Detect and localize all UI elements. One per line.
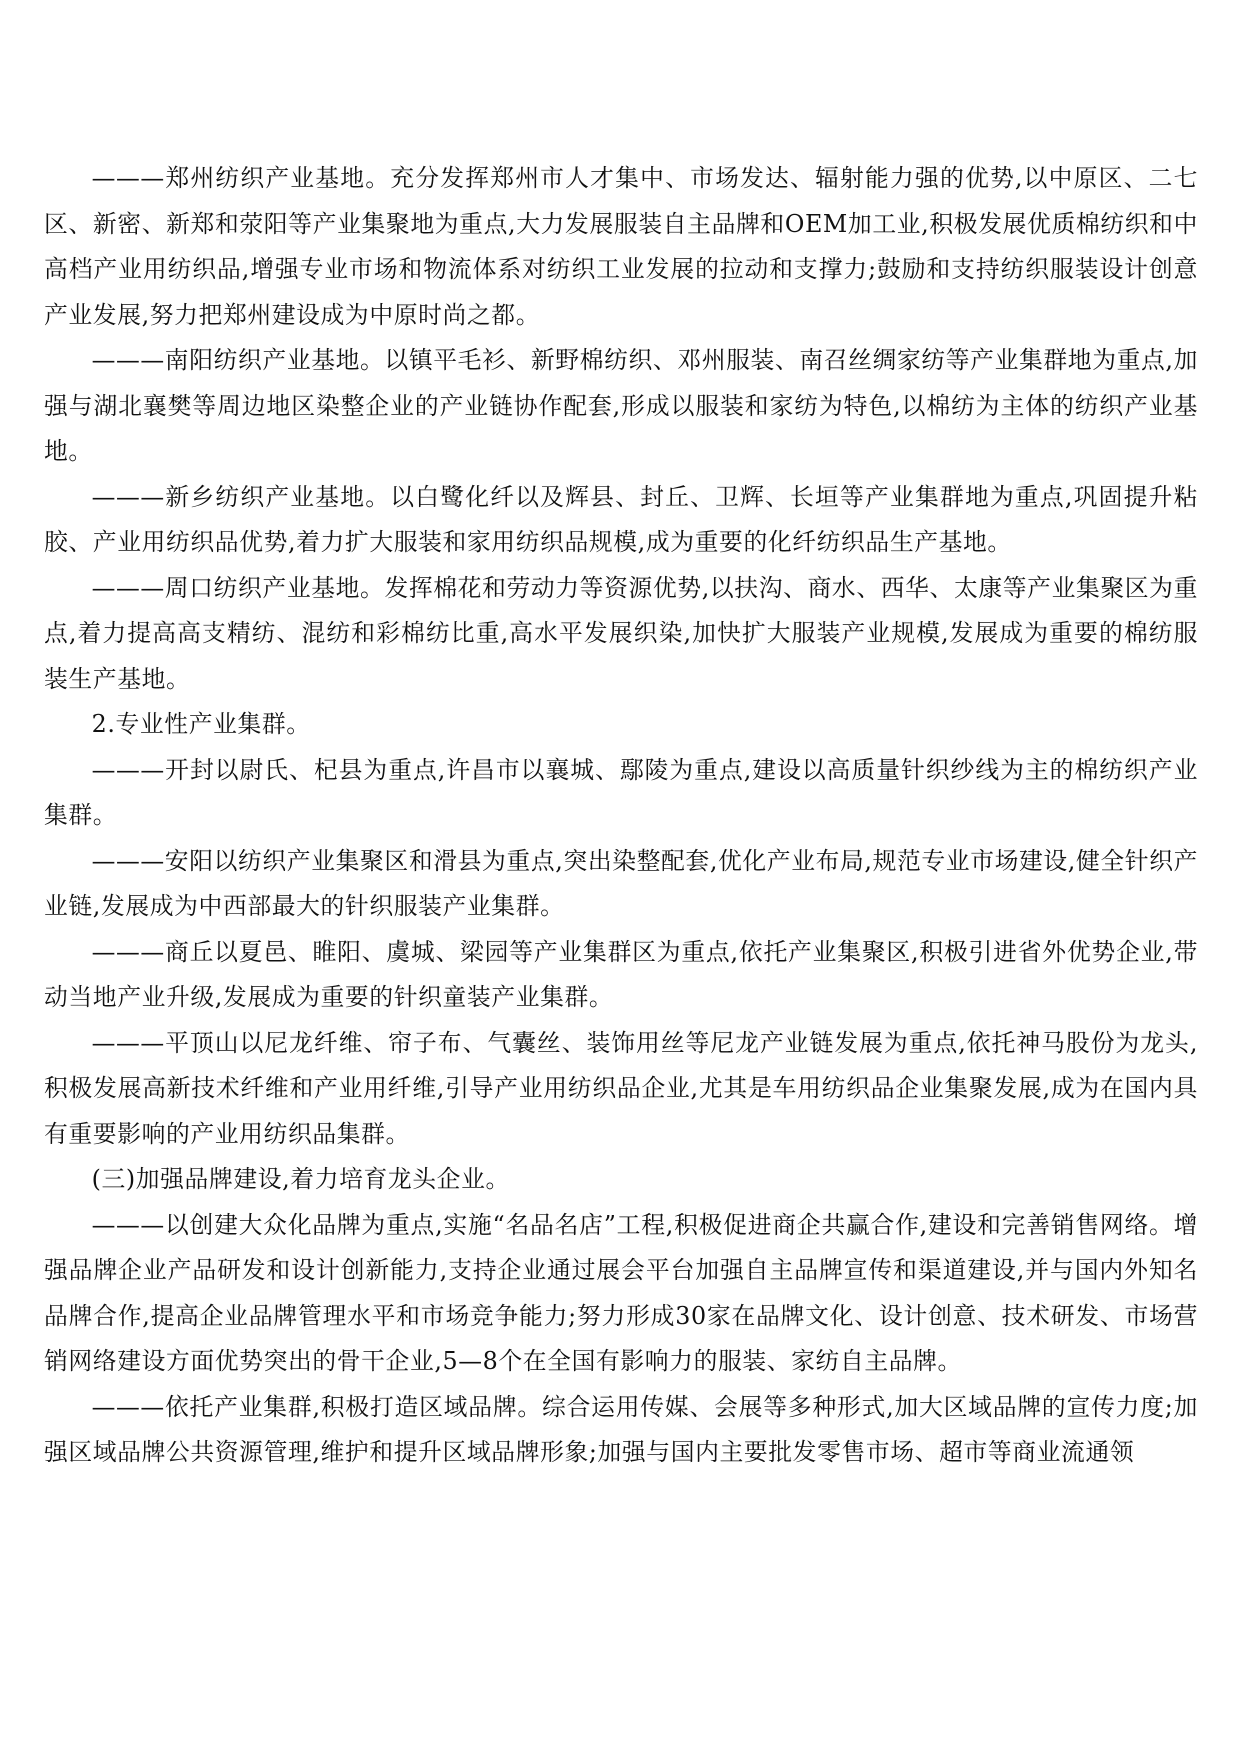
- paragraph-zhengzhou-base: ———郑州纺织产业基地。充分发挥郑州市人才集中、市场发达、辐射能力强的优势,以中原区、二七区、新密、新郑和荥阳等产业集聚地为重点,大力发展服装自主品牌和OEM加工业,积极发展优质棉纺织和中高档产业用纺织品,增强专业市场和物流体系对纺织工业发展的拉动和支撑力;鼓励和支持纺织服装设计创意产业发展,努力把郑州建设成为中原时尚之都。: [44, 164, 1198, 329]
- paragraph-anyang: ———安阳以纺织产业集聚区和滑县为重点,突出染整配套,优化产业布局,规范专业市场建设,健全针织产业链,发展成为中西部最大的针织服装产业集群。: [44, 846, 1198, 920]
- paragraph-zhoukou-base: ———周口纺织产业基地。发挥棉花和劳动力等资源优势,以扶沟、商水、西华、太康等产业集聚区为重点,着力提高高支精纺、混纺和彩棉纺比重,高水平发展织染,加快扩大服装产业规模,发展成为重要的棉纺服装生产基地。: [44, 573, 1198, 693]
- paragraph-xinxiang-base: ———新乡纺织产业基地。以白鹭化纤以及辉县、封丘、卫辉、长垣等产业集群地为重点,巩固提升粘胶、产业用纺织品优势,着力扩大服装和家用纺织品规模,成为重要的化纤纺织品生产基地。: [44, 482, 1198, 556]
- paragraph-pingdingshan: ———平顶山以尼龙纤维、帘子布、气囊丝、装饰用丝等尼龙产业链发展为重点,依托神马股份为龙头,积极发展高新技术纤维和产业用纤维,引导产业用纺织品企业,尤其是车用纺织品企业集聚发展,成为在国内具有重要影响的产业用纺织品集群。: [44, 1028, 1198, 1148]
- paragraph-shangqiu: ———商丘以夏邑、睢阳、虞城、梁园等产业集群区为重点,依托产业集聚区,积极引进省外优势企业,带动当地产业升级,发展成为重要的针织童装产业集群。: [44, 937, 1198, 1011]
- paragraph-kaifeng-xuchang: ———开封以尉氏、杞县为重点,许昌市以襄城、鄢陵为重点,建设以高质量针织纱线为主的棉纺织产业集群。: [44, 755, 1198, 829]
- heading-specialized-clusters: 2.专业性产业集群。: [91, 710, 311, 738]
- heading-brand-building: (三)加强品牌建设,着力培育龙头企业。: [91, 1165, 510, 1193]
- body-text: [44, 156, 1198, 1476]
- paragraph-mass-brands: ———以创建大众化品牌为重点,实施“名品名店”工程,积极促进商企共赢合作,建设和完善销售网络。增强品牌企业产品研发和设计创新能力,支持企业通过展会平台加强自主品牌宣传和渠道建设,并与国内外知名品牌合作,提高企业品牌管理水平和市场竞争能力;努力形成30家在品牌文化、设计创意、技术研发、市场营销网络建设方面优势突出的骨干企业,5—8个在全国有影响力的服装、家纺自主品牌。: [44, 1210, 1198, 1375]
- paragraph-regional-brands: ———依托产业集群,积极打造区域品牌。综合运用传媒、会展等多种形式,加大区域品牌的宣传力度;加强区域品牌公共资源管理,维护和提升区域品牌形象;加强与国内主要批发零售市场、超市等商业流通领: [44, 1392, 1198, 1466]
- paragraph-nanyang-base: ———南阳纺织产业基地。以镇平毛衫、新野棉纺织、邓州服装、南召丝绸家纺等产业集群地为重点,加强与湖北襄樊等周边地区染整企业的产业链协作配套,形成以服装和家纺为特色,以棉纺为主体的纺织产业基地。: [44, 346, 1198, 465]
